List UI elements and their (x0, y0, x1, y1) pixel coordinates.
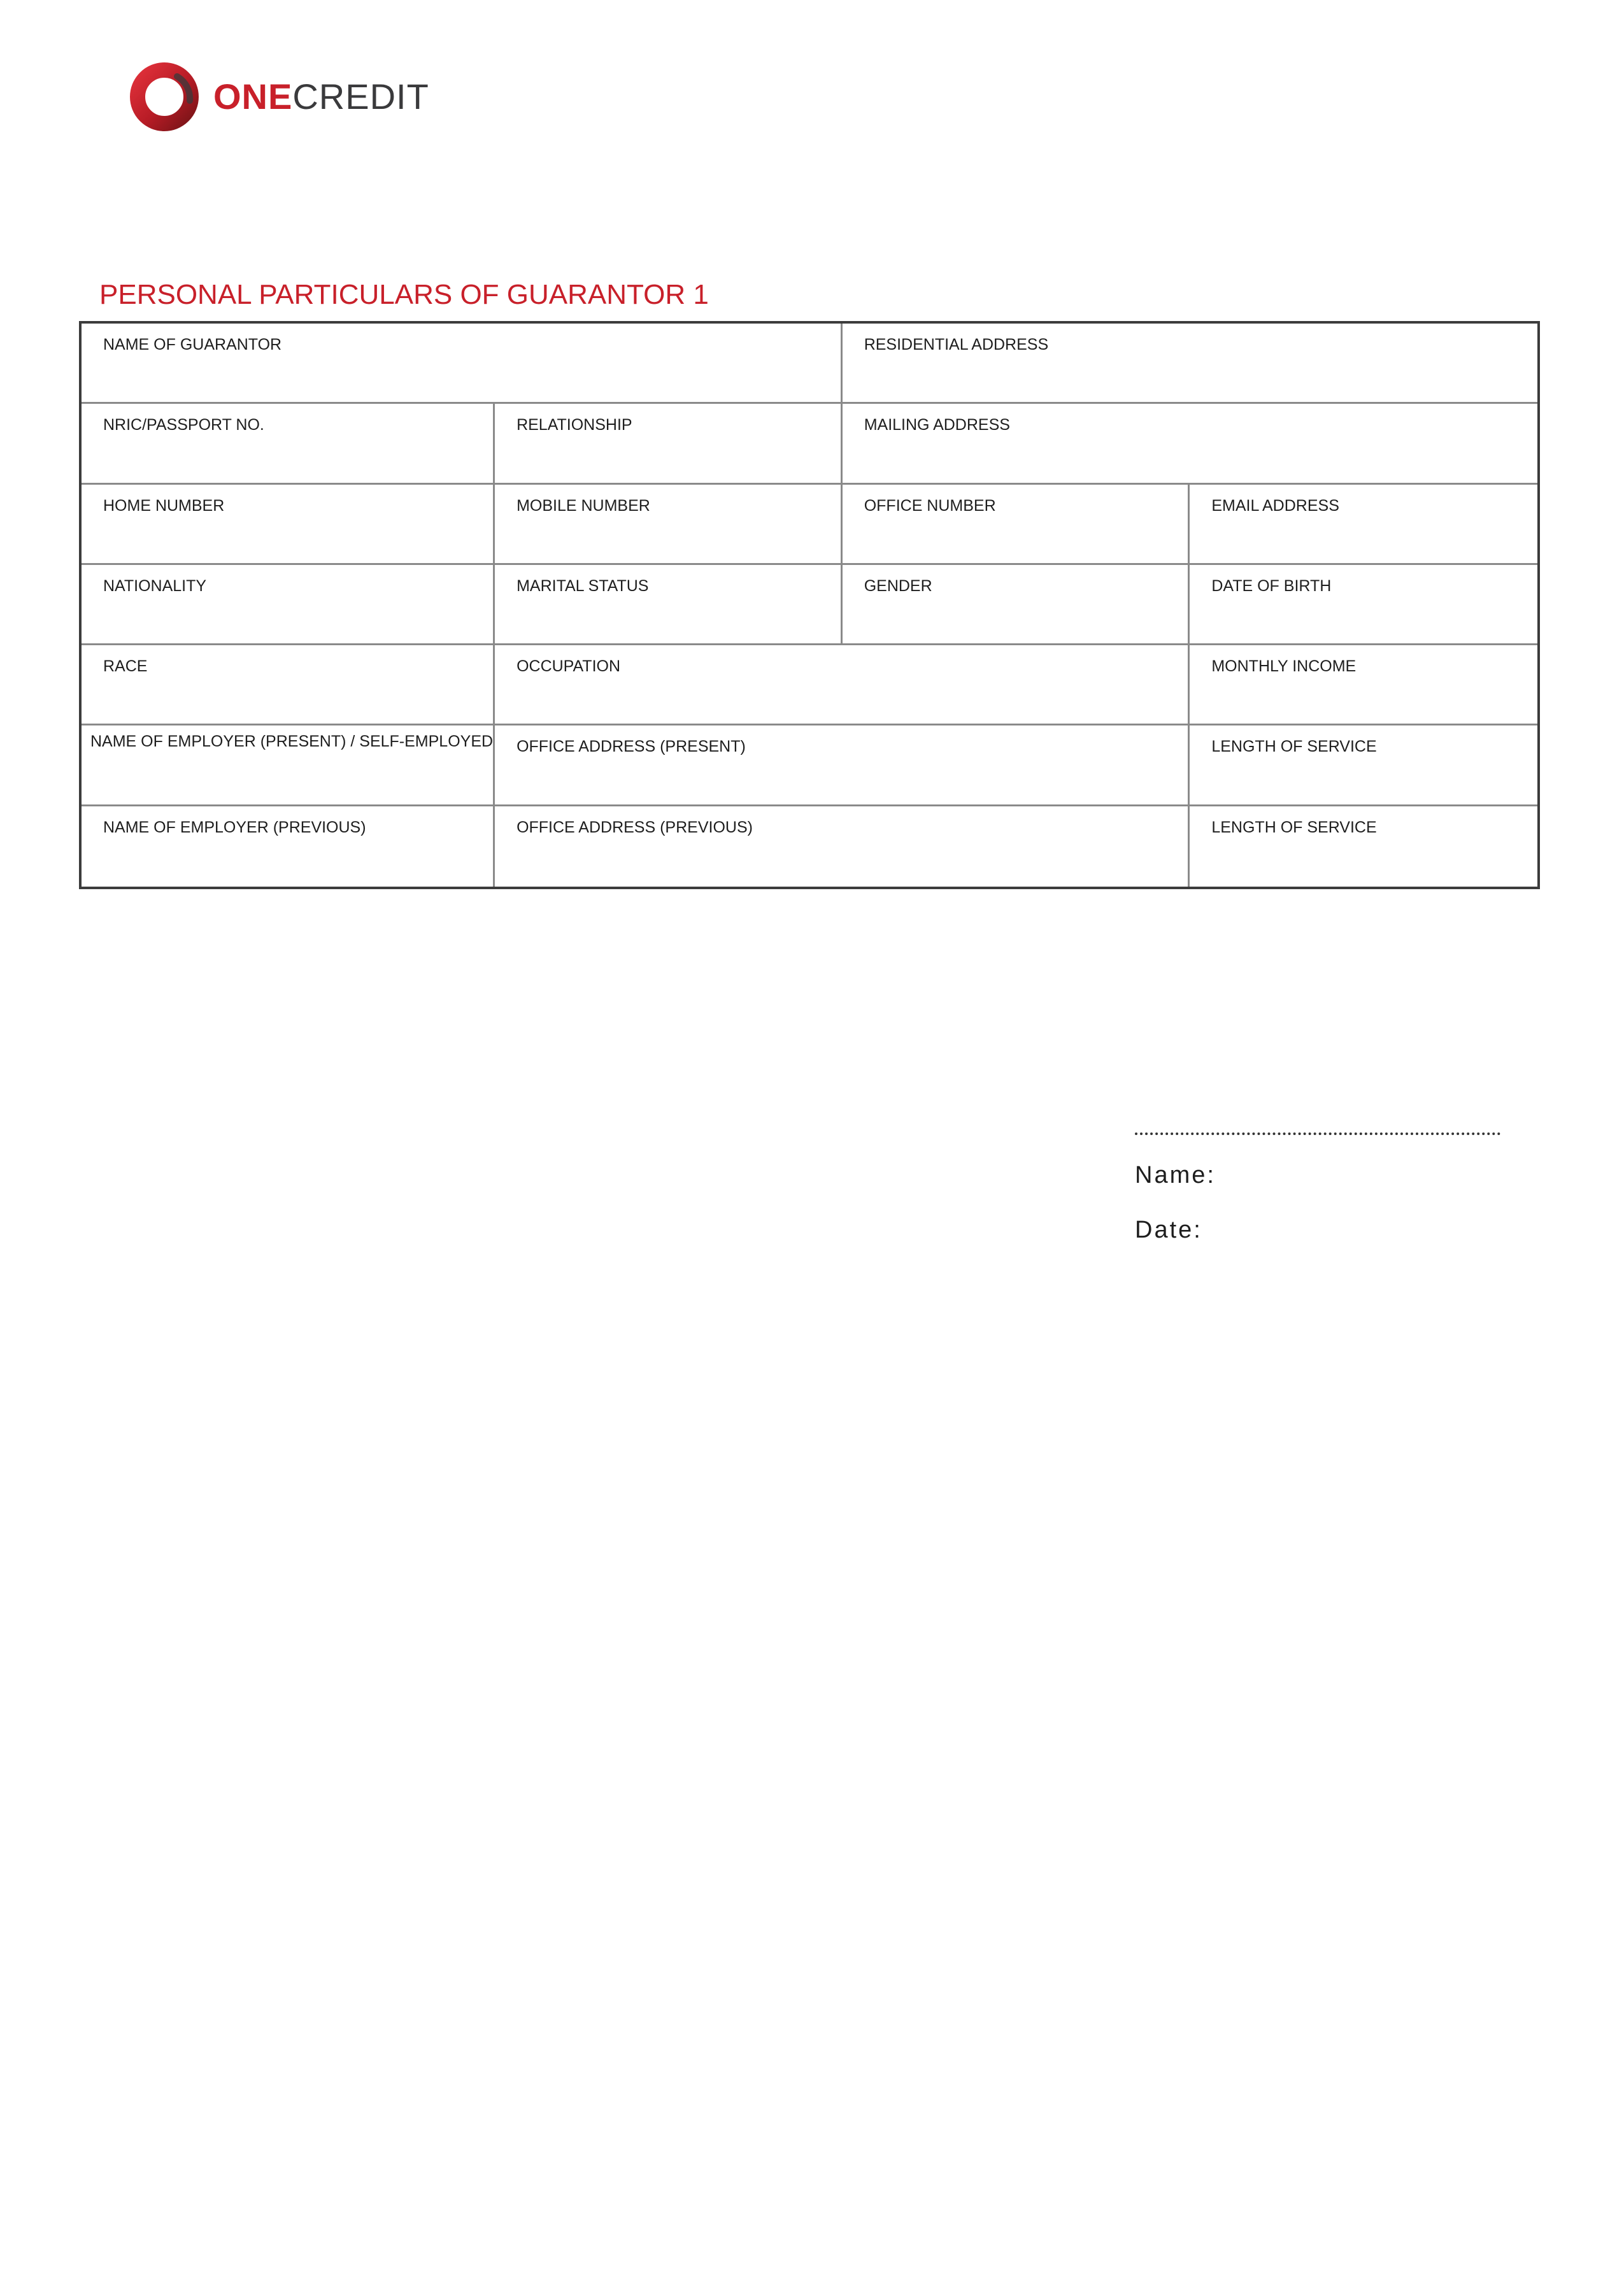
mailing-address-field[interactable]: MAILING ADDRESS (843, 404, 1537, 484)
office-address-previous-field[interactable]: OFFICE ADDRESS (PREVIOUS) (495, 806, 1190, 887)
signature-name-label: Name: (1135, 1162, 1216, 1189)
nric-passport-field[interactable]: NRIC/PASSPORT NO. (82, 404, 495, 484)
gender-field[interactable]: GENDER (843, 565, 1190, 645)
logo-one-text: ONE (213, 76, 293, 117)
occupation-field[interactable]: OCCUPATION (495, 645, 1190, 725)
residential-address-field[interactable]: RESIDENTIAL ADDRESS (843, 324, 1537, 404)
email-address-field[interactable]: EMAIL ADDRESS (1190, 485, 1537, 565)
office-number-field[interactable]: OFFICE NUMBER (843, 485, 1190, 565)
mobile-number-field[interactable]: MOBILE NUMBER (495, 485, 843, 565)
office-address-present-field[interactable]: OFFICE ADDRESS (PRESENT) (495, 725, 1190, 806)
nationality-field[interactable]: NATIONALITY (82, 565, 495, 645)
date-of-birth-field[interactable]: DATE OF BIRTH (1190, 565, 1537, 645)
name-of-guarantor-field[interactable]: NAME OF GUARANTOR (82, 324, 843, 404)
home-number-field[interactable]: HOME NUMBER (82, 485, 495, 565)
length-of-service-present-field[interactable]: LENGTH OF SERVICE (1190, 725, 1537, 806)
logo-credit-text: CREDIT (292, 76, 429, 117)
signature-date-label: Date: (1135, 1217, 1202, 1243)
guarantor-form-table (79, 321, 1540, 889)
section-title: PERSONAL PARTICULARS OF GUARANTOR 1 (99, 279, 709, 310)
length-of-service-previous-field[interactable]: LENGTH OF SERVICE (1211, 818, 1377, 836)
marital-status-field[interactable]: MARITAL STATUS (495, 565, 843, 645)
relationship-field[interactable]: RELATIONSHIP (495, 404, 843, 484)
employer-previous-field[interactable]: NAME OF EMPLOYER (PREVIOUS) (82, 806, 495, 887)
monthly-income-field[interactable]: MONTHLY INCOME (1190, 645, 1537, 725)
race-field[interactable]: RACE (82, 645, 495, 725)
signature-line[interactable] (1135, 1132, 1500, 1135)
employer-present-field[interactable]: NAME OF EMPLOYER (PRESENT) / SELF-EMPLOYED (82, 725, 495, 806)
logo-wordmark (213, 76, 429, 117)
